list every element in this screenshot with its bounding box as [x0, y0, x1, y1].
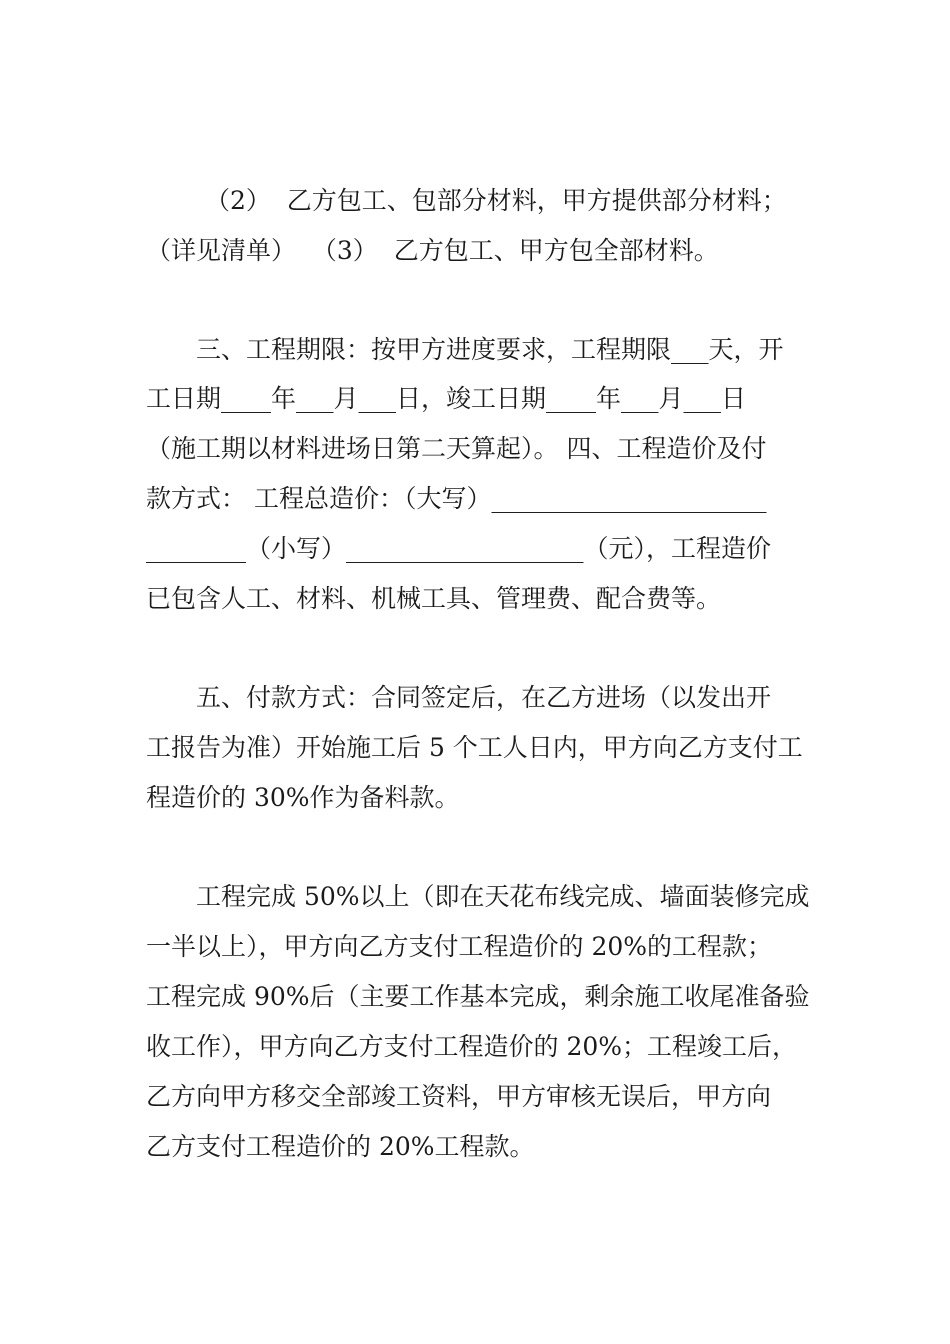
text-line: 程造价的 30%作为备料款。 — [146, 783, 460, 812]
text-line: （2） 乙方包工、包部分材料，甲方提供部分材料； — [205, 186, 787, 215]
text-line: （施工期以材料进场日第二天算起）。 四、工程造价及付 — [146, 434, 767, 463]
text-line: ________（小写）___________________（元），工程造价 — [146, 534, 772, 563]
text-line: 工程完成 90%后（主要工作基本完成，剩余施工收尾准备验 — [146, 982, 810, 1011]
text-line: 一半以上），甲方向乙方支付工程造价的 20%的工程款； — [146, 932, 773, 961]
text-line: 工日期____年___月___日，竣工日期____年___月___日 — [146, 384, 747, 413]
text-line: 乙方支付工程造价的 20%工程款。 — [146, 1132, 535, 1161]
text-line: （详见清单） （3） 乙方包工、甲方包全部材料。 — [146, 236, 719, 265]
text-line: 收工作），甲方向乙方支付工程造价的 20%；工程竣工后， — [146, 1032, 798, 1061]
text-line: 工程完成 50%以上（即在天花布线完成、墙面装修完成 — [196, 882, 810, 911]
text-line: 已包含人工、材料、机械工具、管理费、配合费等。 — [146, 584, 722, 613]
text-line: 乙方向甲方移交全部竣工资料，甲方审核无误后，甲方向 — [146, 1082, 772, 1111]
text-line: 工报告为准）开始施工后 5 个工人日内，甲方向乙方支付工 — [146, 733, 803, 762]
text-line: 五、付款方式：合同签定后，在乙方进场（以发出开 — [196, 683, 772, 712]
text-line: 三、工程期限：按甲方进度要求，工程期限___天，开 — [196, 335, 784, 364]
text-line: 款方式： 工程总造价：（大写）______________________ — [146, 484, 767, 513]
